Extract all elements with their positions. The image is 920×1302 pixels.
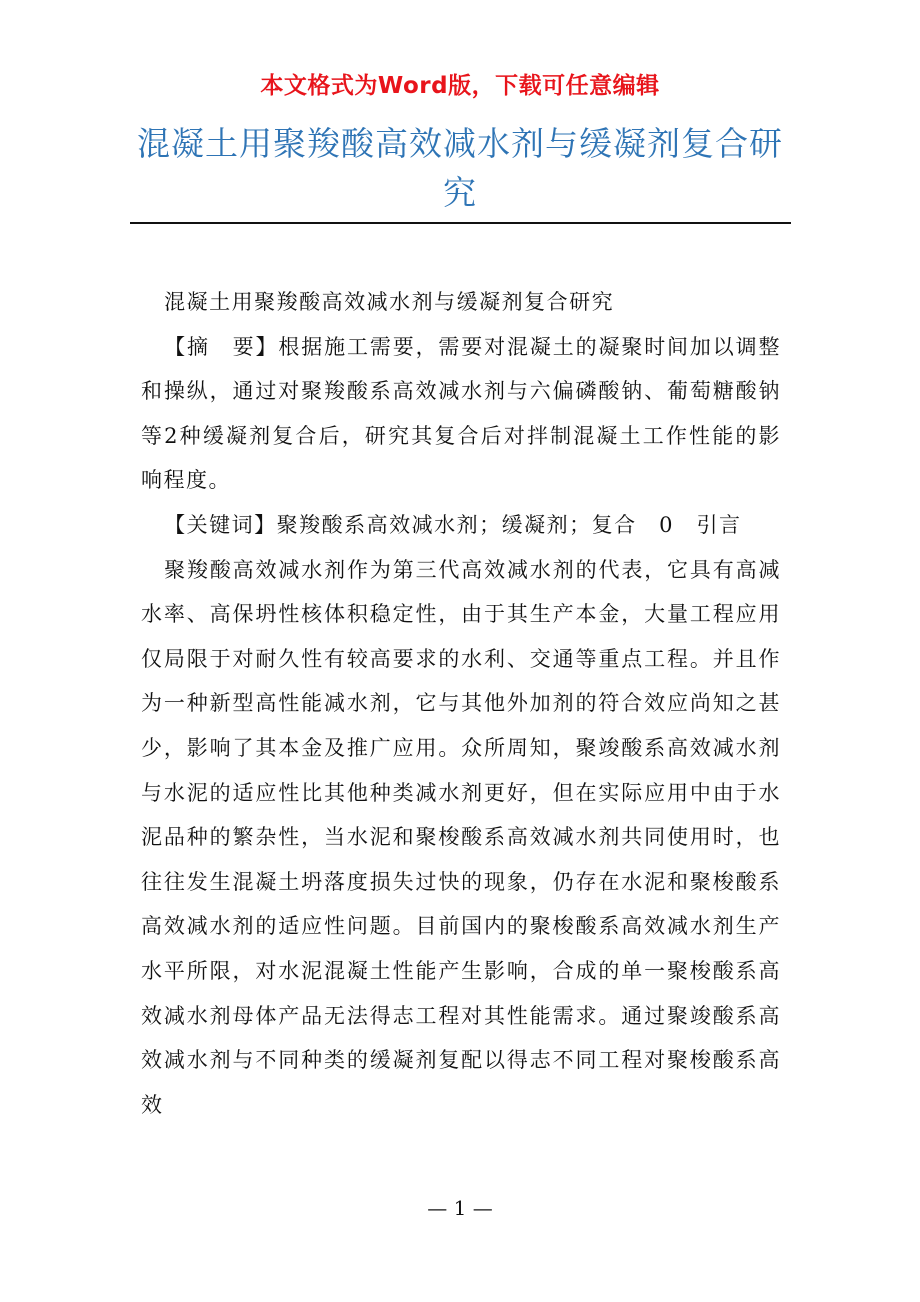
format-notice-banner: 本文格式为Word版，下载可任意编辑 xyxy=(260,73,660,99)
body-heading: 混凝土用聚羧酸高效减水剂与缓凝剂复合研究 xyxy=(164,290,615,314)
keywords-paragraph: 【关键词】聚羧酸系高效减水剂；缓凝剂；复合 0 引言 xyxy=(164,512,742,537)
title-divider xyxy=(130,222,791,224)
abstract-paragraph: 【摘 要】根据施工需要，需要对混凝土的凝聚时间加以调整和操纵，通过对聚羧酸系高效减水剂与六偏磷酸钠、葡萄糖酸钠等2种缓凝剂复合后，研究其复合后对拌制混凝土工作性能的影响程度。 xyxy=(141,334,781,493)
page-number: — 1 — xyxy=(427,1196,493,1220)
document-title: 混凝土用聚羧酸高效减水剂与缓凝剂复合研究 xyxy=(137,124,783,212)
introduction-paragraph: 聚羧酸高效减水剂作为第三代高效减水剂的代表，它具有高减水率、高保坍性核体积稳定性，由于其生产本金，大量工程应用仅局限于对耐久性有较高要求的水利、交通等重点工程。并且作为一种新型高性能减水剂，它与其他外加剂的符合效应尚知之甚少，影响了其本金及推广应用。众所周知，聚竣酸系高效减水剂与水泥的适应性比其他种类减水剂更好，但在实际应用中由于水泥品种的繁杂性，当水泥和聚梭酸系高效减水剂共同使用时，也往往发生混凝土坍落度损失过快的现象，仍存在水泥和聚梭酸系高效减水剂的适应性问题。目前国内的聚梭酸系高效减水剂生产水平所限，对水泥混凝土性能产生影响，合成的单一聚梭酸系高效减水剂母体产品无法得志工程对其性能需求。通过聚竣酸系高效减水剂与不同种类的缓凝剂复配以得志不同工程对聚梭酸系高效 xyxy=(141,557,781,1117)
document-body xyxy=(141,280,781,1127)
